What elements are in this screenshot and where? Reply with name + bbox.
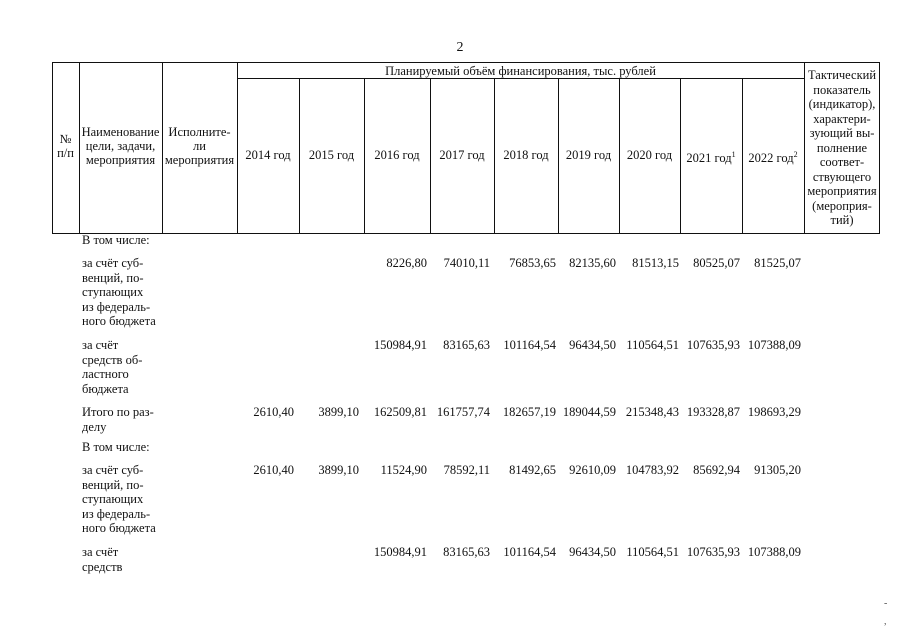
header-indicator-line: мероприятия — [807, 184, 877, 198]
row-label-line: из федераль- — [82, 299, 151, 314]
header-name — [79, 125, 162, 167]
cell-value: 76853,65 — [509, 256, 556, 270]
year-2014 — [237, 148, 299, 162]
header-executor-line: мероприятия — [164, 153, 235, 167]
row-label-in-total — [82, 440, 162, 455]
year-2018 — [494, 148, 558, 162]
row-label-line: ступающих — [82, 285, 144, 299]
header-executor-line: Исполните- — [168, 125, 231, 139]
cell-value: 101164,54 — [503, 338, 556, 352]
row-label-federal-subventions — [82, 256, 162, 329]
footnote-mark: 2 — [793, 150, 798, 159]
year-label: 2017 год — [439, 148, 485, 162]
cell-value: 11524,90 — [380, 463, 427, 477]
year-label: 2020 год — [626, 148, 673, 162]
year-2022 — [742, 148, 804, 165]
header-bottom-border — [52, 233, 880, 234]
row-label-line: Итого по раз- — [82, 405, 154, 419]
funding-title: Планируемый объём финансирования, тыс. рублей — [385, 64, 656, 78]
year-2019 — [558, 148, 619, 162]
header-indicator-line: полнение — [816, 140, 868, 155]
header-indicator — [804, 68, 880, 228]
row-label-line: за счёт — [82, 338, 119, 352]
cell-value: 2610,40 — [253, 463, 294, 477]
header-indicator-line: характери- — [813, 111, 871, 126]
year-label: 2015 год — [308, 148, 355, 162]
cell-value: 96434,50 — [569, 338, 616, 352]
header-indicator-line: соответ- — [819, 155, 865, 169]
cell-value: 81492,65 — [509, 463, 556, 477]
row-label-line: В том числе: — [82, 440, 150, 454]
cell-value: 162509,81 — [373, 405, 427, 419]
footnote-mark: 1 — [731, 150, 736, 159]
year-2021 — [680, 148, 742, 165]
cell-value: 8226,80 — [386, 256, 427, 270]
year-2020 — [619, 148, 680, 162]
header-indicator-line: Тактический — [807, 68, 877, 82]
row-label-regional-budget — [82, 338, 162, 396]
year-label: 2016 год — [374, 148, 420, 162]
header-indicator-line: тий) — [830, 213, 854, 227]
row-label-section-total — [82, 405, 162, 434]
year-2017 — [430, 148, 494, 162]
cell-value: 91305,20 — [754, 463, 801, 477]
row-label-line: венций, по- — [82, 477, 144, 492]
cell-value: 193328,87 — [686, 405, 740, 419]
row-label-line: за счёт — [82, 545, 119, 559]
header-num — [52, 132, 79, 160]
header-indicator-line: показатель — [813, 82, 871, 97]
scan-speck: - — [884, 598, 888, 609]
cell-value: 107388,09 — [747, 545, 801, 559]
cell-value: 74010,11 — [443, 256, 490, 270]
header-num-line: п/п — [57, 146, 74, 160]
cell-value: 107635,93 — [686, 338, 740, 352]
cell-value: 161757,74 — [436, 405, 490, 419]
row-label-line: делу — [82, 419, 107, 434]
row-label-line: за счёт суб- — [82, 256, 144, 270]
cell-value: 104783,92 — [625, 463, 679, 477]
row-label-line: средств — [82, 559, 123, 574]
cell-value: 81525,07 — [754, 256, 801, 270]
cell-value: 83165,63 — [443, 545, 490, 559]
cell-value: 3899,10 — [318, 463, 359, 477]
cell-value: 198693,29 — [747, 405, 801, 419]
cell-value: 215348,43 — [625, 405, 679, 419]
year-label: 2021 год — [686, 151, 732, 166]
header-name-line: цели, задачи, — [85, 139, 156, 153]
header-top-border — [52, 62, 880, 63]
header-name-line: Наименование — [81, 125, 160, 139]
cell-value: 85692,94 — [693, 463, 740, 477]
cell-value: 2610,40 — [253, 405, 294, 419]
cell-value: 82135,60 — [569, 256, 616, 270]
cell-value: 189044,59 — [562, 405, 616, 419]
cell-value: 150984,91 — [373, 338, 427, 352]
cell-value: 101164,54 — [503, 545, 556, 559]
header-executor-line: ли — [193, 139, 206, 153]
header-indicator-line: (индикатор), — [808, 97, 876, 111]
cell-value: 92610,09 — [569, 463, 616, 477]
cell-value: 3899,10 — [318, 405, 359, 419]
header-indicator-line: (мероприя- — [812, 198, 872, 213]
cell-value: 96434,50 — [569, 545, 616, 559]
cell-value: 83165,63 — [443, 338, 490, 352]
year-label: 2022 год — [748, 151, 794, 166]
funding-title-underline — [237, 78, 804, 79]
cell-value: 110564,51 — [626, 338, 679, 352]
row-label-line: из федераль- — [82, 506, 151, 521]
header-executor — [162, 125, 237, 167]
cell-value: 182657,19 — [502, 405, 556, 419]
table-header — [52, 62, 880, 234]
row-label-line: ступающих — [82, 492, 144, 506]
scan-speck: , — [884, 616, 887, 627]
header-indicator-line: зующий вы- — [809, 126, 875, 140]
year-label: 2014 год — [245, 148, 291, 162]
row-label-in-total — [82, 233, 162, 248]
cell-value: 107388,09 — [747, 338, 801, 352]
row-label-line: ного бюджета — [82, 521, 156, 535]
row-label-federal-subventions — [82, 463, 162, 536]
cell-value: 110564,51 — [626, 545, 679, 559]
row-label-line: ного бюджета — [82, 314, 156, 328]
row-label-line: бюджета — [82, 381, 129, 396]
cell-value: 107635,93 — [686, 545, 740, 559]
cell-value: 78592,11 — [443, 463, 490, 477]
year-label: 2019 год — [565, 148, 612, 162]
row-label-line: за счёт суб- — [82, 463, 144, 477]
header-num-line: № — [59, 132, 72, 146]
row-label-line: В том числе: — [82, 233, 150, 247]
page-number: 2 — [456, 40, 464, 55]
row-label-regional-funds — [82, 545, 162, 574]
row-label-line: средств об- — [82, 352, 143, 367]
cell-value: 81513,15 — [632, 256, 679, 270]
cell-value: 80525,07 — [693, 256, 740, 270]
row-label-line: венций, по- — [82, 270, 144, 285]
header-indicator-line: ствующего — [812, 169, 872, 184]
header-name-line: мероприятия — [85, 153, 156, 167]
year-2016 — [364, 148, 430, 162]
cell-value: 150984,91 — [373, 545, 427, 559]
year-label: 2018 год — [503, 148, 549, 162]
row-label-line: ластного — [82, 367, 129, 381]
year-2015 — [299, 148, 364, 162]
